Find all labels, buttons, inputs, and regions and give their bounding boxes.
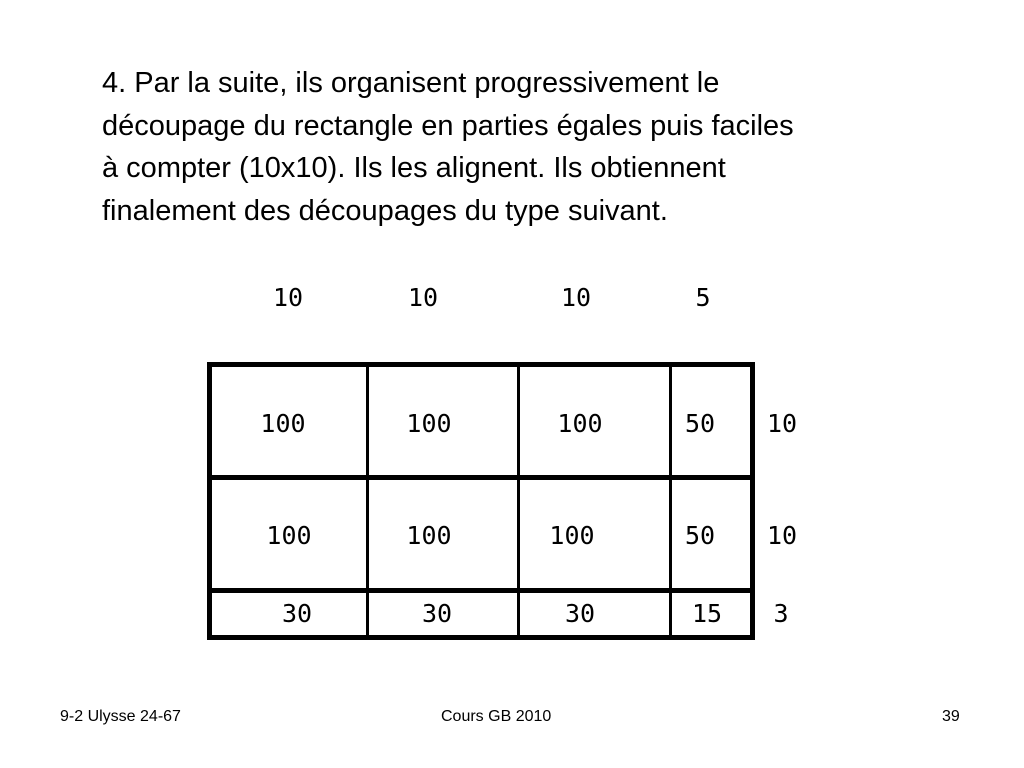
paragraph-line: découpage du rectangle en parties égales puis faciles xyxy=(102,109,794,142)
cell-area-label: 30 xyxy=(564,599,596,628)
slide-number: 39 xyxy=(942,708,960,725)
cell-area-label: 15 xyxy=(691,599,723,628)
column-width-label: 10 xyxy=(560,283,592,312)
cell-area-label: 100 xyxy=(260,409,306,438)
cell-area-label: 50 xyxy=(684,409,716,438)
footer-center-text: Cours GB 2010 xyxy=(441,708,552,725)
cell-area-label: 100 xyxy=(266,521,312,550)
grid-divider xyxy=(366,367,369,635)
row-height-label: 10 xyxy=(766,521,798,550)
cell-area-label: 100 xyxy=(406,521,452,550)
cell-area-label: 50 xyxy=(684,521,716,550)
cell-area-label: 100 xyxy=(557,409,603,438)
grid-divider xyxy=(212,588,750,593)
grid-divider xyxy=(517,367,520,635)
grid-divider xyxy=(212,475,750,480)
row-height-label: 3 xyxy=(773,599,789,628)
column-width-label: 10 xyxy=(407,283,439,312)
cell-area-label: 30 xyxy=(281,599,313,628)
slide-paragraph xyxy=(102,62,942,232)
column-width-label: 5 xyxy=(695,283,711,312)
paragraph-line: à compter (10x10). Ils les alignent. Ils obtiennent xyxy=(102,152,726,184)
grid-divider xyxy=(669,367,672,635)
cell-area-label: 30 xyxy=(421,599,453,628)
footer-left-text: 9-2 Ulysse 24-67 xyxy=(60,708,181,725)
cell-area-label: 100 xyxy=(406,409,452,438)
row-height-label: 10 xyxy=(766,409,798,438)
paragraph-line: finalement des découpages du type suivant. xyxy=(102,194,668,227)
column-width-label: 10 xyxy=(272,283,304,312)
cell-area-label: 100 xyxy=(549,521,595,550)
paragraph-line: 4. Par la suite, ils organisent progressivement le xyxy=(102,67,720,99)
